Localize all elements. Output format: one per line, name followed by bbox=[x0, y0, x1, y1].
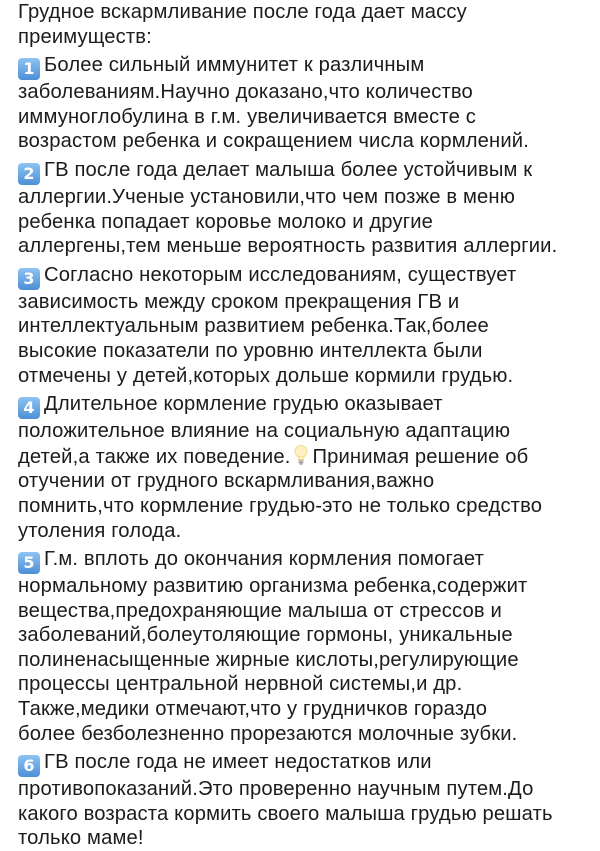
text-line: отучении от грудного вскармливания,важно bbox=[18, 470, 435, 493]
benefit-item-1 bbox=[18, 53, 590, 154]
text-line-content: Г.м. вплоть до окончания кормления помогает bbox=[44, 548, 485, 571]
text-line: аллергии.Ученые установили,что чем позже в меню bbox=[18, 185, 515, 208]
keycap-number-icon: 3 bbox=[18, 268, 40, 290]
text-line: заболеваниям.Научно доказано,что количество bbox=[18, 81, 473, 104]
text-line: процессы центральной нервной системы,и др. bbox=[18, 673, 463, 696]
keycap-number-icon: 4 bbox=[18, 397, 40, 419]
text-line-content: Более сильный иммунитет к различным bbox=[44, 54, 425, 77]
text-line bbox=[18, 53, 590, 80]
text-line bbox=[18, 750, 590, 777]
article-text bbox=[18, 0, 590, 851]
text-line-content: ГВ после года не имеет недостатков или bbox=[44, 751, 432, 774]
text-line: Также,медики отмечают,что у грудничков гораздо bbox=[18, 698, 488, 721]
text-line: вещества,предохраняющие малыша от стрессов и bbox=[18, 599, 502, 622]
text-line bbox=[18, 263, 590, 290]
benefit-item-3 bbox=[18, 263, 590, 388]
text-line: только маме! bbox=[18, 827, 144, 850]
intro-paragraph bbox=[18, 0, 590, 49]
text-line: помнить,что кормление грудью-это не только средство bbox=[18, 494, 543, 517]
text-line: иммуноглобулина в г.м. увеличивается вместе с bbox=[18, 105, 476, 128]
text-line: утоления голода. bbox=[18, 519, 182, 542]
text-line bbox=[18, 547, 590, 574]
text-line: положительное влияние на социальную адаптацию bbox=[18, 420, 511, 443]
text-line: возрастом ребенка и сокращением числа кормлений. bbox=[18, 130, 529, 153]
keycap-number-icon: 5 bbox=[18, 552, 40, 574]
text-line: полиненасыщенные жирные кислоты,регулирующие bbox=[18, 648, 519, 671]
text-line: высокие показатели по уровню интеллекта были bbox=[18, 339, 483, 362]
text-line-content: Согласно некоторым исследованиям, существует bbox=[44, 263, 517, 286]
text-line: более безболезненно прорезаются молочные зубки. bbox=[18, 722, 518, 745]
text-line-content: Длительное кормление грудью оказывает bbox=[44, 393, 443, 416]
keycap-number-icon: 2 bbox=[18, 163, 40, 185]
text-line: преимуществ: bbox=[18, 25, 152, 48]
text-line-content: детей,а также их поведение. bbox=[18, 445, 291, 468]
text-line bbox=[18, 392, 590, 419]
benefit-item-2 bbox=[18, 158, 590, 259]
text-line: нормальному развитию организма ребенка,содержит bbox=[18, 575, 528, 598]
text-line-content: Принимая решение об bbox=[312, 445, 529, 468]
text-line-content: ГВ после года делает малыша более устойчивым к bbox=[44, 158, 533, 181]
text-line: противопоказаний.Это проверенно научным путем.До bbox=[18, 778, 534, 801]
benefit-item-5 bbox=[18, 547, 590, 746]
text-line: зависимость между сроком прекращения ГВ и bbox=[18, 290, 460, 313]
text-line: интеллектуальным развитием ребенка.Так,более bbox=[18, 315, 489, 338]
benefit-item-4 bbox=[18, 392, 590, 543]
lightbulb-icon bbox=[294, 444, 308, 466]
benefit-item-6 bbox=[18, 750, 590, 851]
text-line bbox=[18, 158, 590, 185]
text-line bbox=[18, 444, 590, 470]
text-line: ребенка попадает коровье молоко и другие bbox=[18, 210, 434, 233]
text-line: аллергены,тем меньше вероятность развития аллергии. bbox=[18, 235, 558, 258]
text-line: заболеваний,болеутоляющие гормоны, уникальные bbox=[18, 624, 513, 647]
keycap-number-icon: 6 bbox=[18, 755, 40, 777]
text-line: отмечены у детей,которых дольше кормили грудью. bbox=[18, 364, 514, 387]
keycap-number-icon: 1 bbox=[18, 58, 40, 80]
text-line: какого возраста кормить своего малыша грудью решать bbox=[18, 802, 553, 825]
text-line: Грудное вскармливание после года дает массу bbox=[18, 1, 467, 23]
